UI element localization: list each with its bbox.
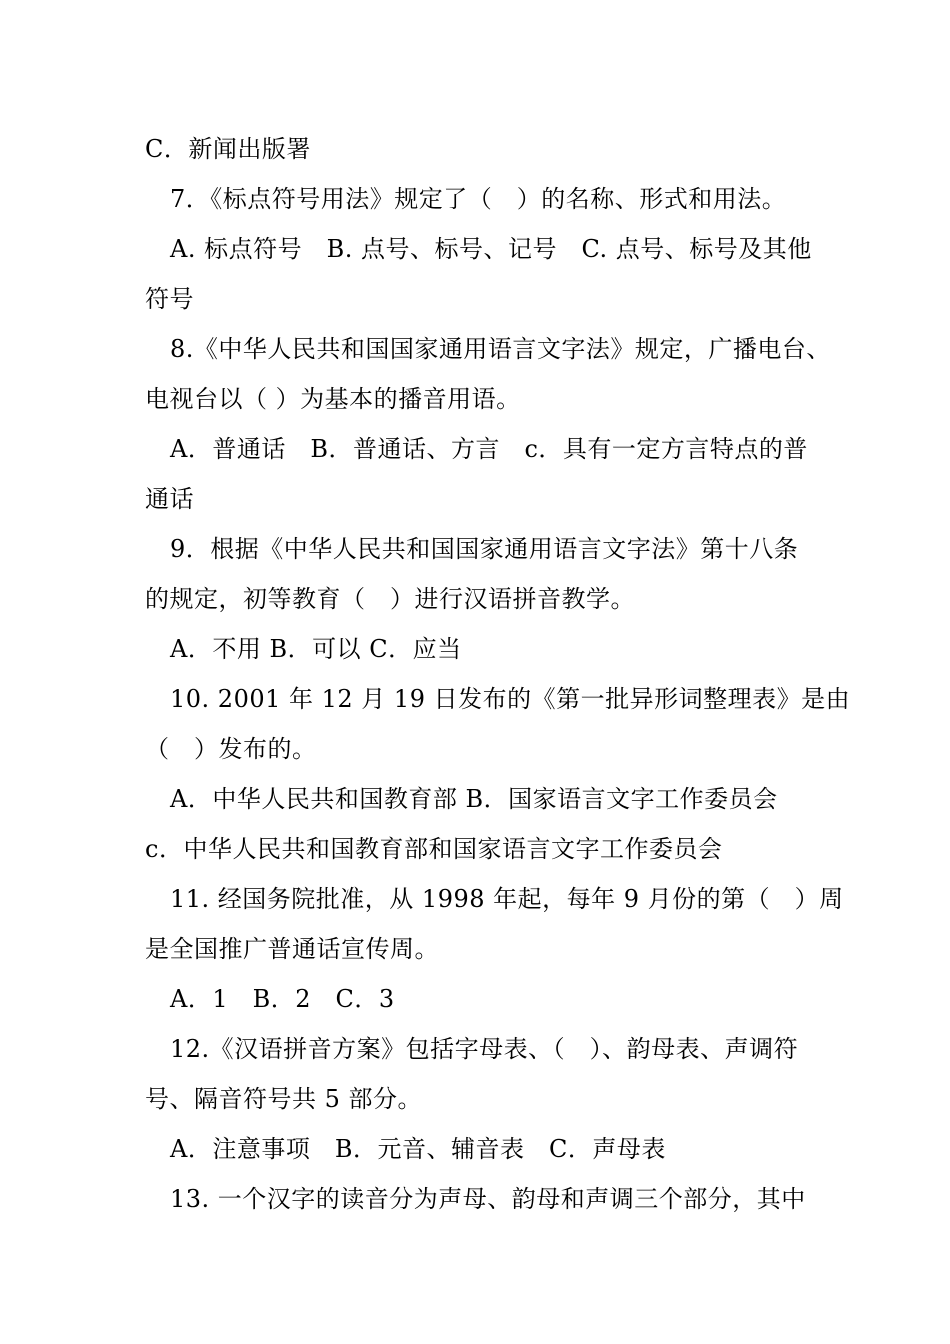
question-8: 8.《中华人民共和国国家通用语言文字法》规定，广播电台、: [170, 335, 831, 363]
question-10-continued: （ ）发布的。: [145, 735, 317, 763]
question-13: 13. 一个汉字的读音分为声母、韵母和声调三个部分，其中: [170, 1185, 806, 1213]
question-12-continued: 号、隔音符号共 5 部分。: [145, 1085, 423, 1113]
question-8-options-continued: 通话: [145, 485, 194, 513]
question-9-continued: 的规定，初等教育（ ）进行汉语拼音教学。: [145, 585, 635, 613]
question-7-options-continued: 符号: [145, 285, 194, 313]
question-7: 7．《标点符号用法》规定了（ ）的名称、形式和用法。: [170, 185, 787, 213]
question-10-options: A．中华人民共和国教育部 B．国家语言文字工作委员会: [170, 785, 778, 813]
question-11: 11. 经国务院批准，从 1998 年起，每年 9 月份的第（ ）周: [170, 885, 844, 913]
question-11-options: A．1 B．2 C．3: [170, 985, 395, 1013]
question-8-options: A．普通话 B．普通话、方言 c．具有一定方言特点的普: [170, 435, 808, 463]
question-9: 9．根据《中华人民共和国国家通用语言文字法》第十八条: [170, 535, 799, 563]
question-12: 12.《汉语拼音方案》包括字母表、（ ）、韵母表、声调符: [170, 1035, 799, 1063]
question-11-continued: 是全国推广普通话宣传周。: [145, 935, 439, 963]
question-10-options-continued: c．中华人民共和国教育部和国家语言文字工作委员会: [145, 835, 723, 863]
answer-option-line: C．新闻出版署: [145, 135, 311, 163]
question-7-options: A. 标点符号 B. 点号、标号、记号 C. 点号、标号及其他: [170, 235, 812, 263]
question-8-continued: 电视台以（ ）为基本的播音用语。: [145, 385, 521, 413]
question-10: 10. 2001 年 12 月 19 日发布的《第一批异形词整理表》是由: [170, 685, 851, 713]
question-12-options: A．注意事项 B．元音、辅音表 C．声母表: [170, 1135, 666, 1163]
question-9-options: A．不用 B．可以 C．应当: [170, 635, 462, 663]
